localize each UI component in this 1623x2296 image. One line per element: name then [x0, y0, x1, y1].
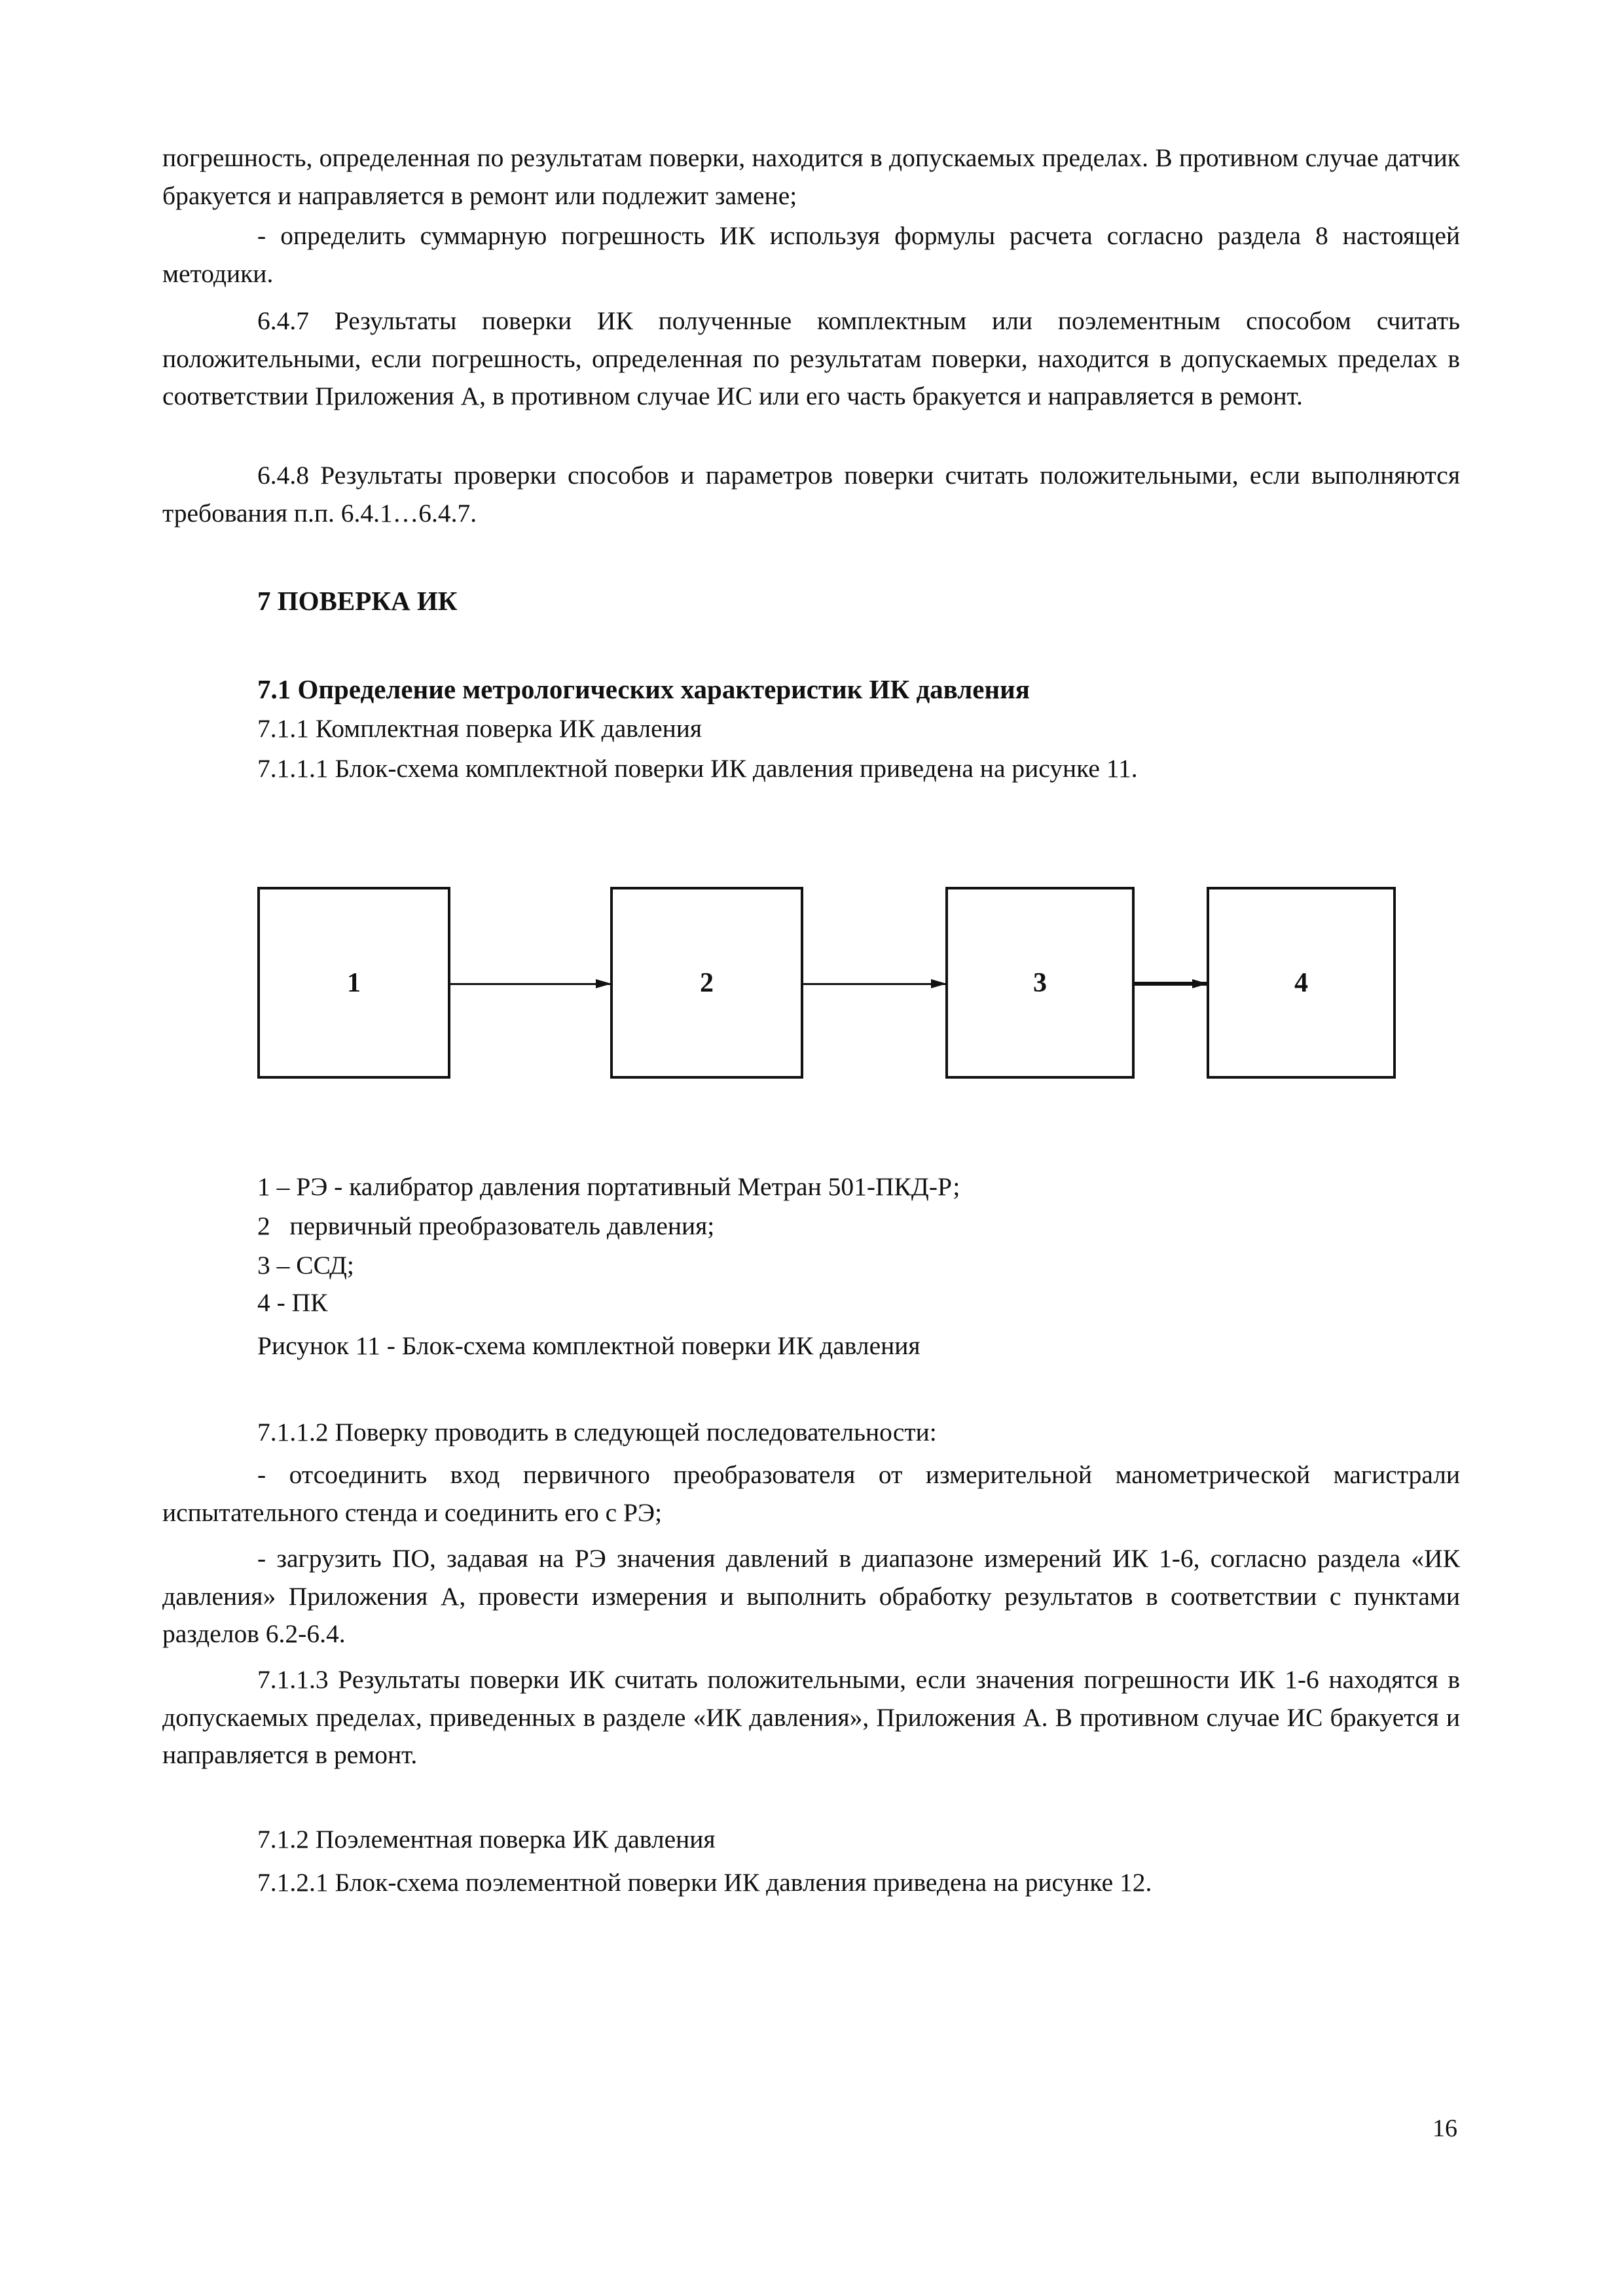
clause-7-1-1-1: 7.1.1.1 Блок-схема комплектной поверки ИК давления приведена на рисунке 11.	[257, 754, 1138, 783]
subsection-title: 7.1 Определение метрологических характеристик ИК давления	[257, 674, 1030, 704]
arrow-3-to-4	[1135, 982, 1207, 986]
block-4-label: 4	[1294, 967, 1308, 998]
diagram-block-3	[945, 887, 1135, 1079]
diagram-block-4	[1207, 887, 1396, 1079]
block-3-label: 3	[1033, 967, 1047, 998]
paragraph-6-4-8: 6.4.8 Результаты проверки способов и параметров поверки считать положительными, если выполняются требования п.п. 6.4.1…6.4.7.	[162, 461, 1460, 528]
clause-7-1-2: 7.1.2 Поэлементная поверка ИК давления	[257, 1825, 716, 1854]
legend-item-2: 2 первичный преобразователь давления;	[257, 1211, 715, 1240]
legend-item-1: 1 – РЭ - калибратор давления портативный Метран 501-ПКД-Р;	[257, 1172, 960, 1201]
paragraph-6-4-7: 6.4.7 Результаты поверки ИК полученные комплектным или поэлементным способом считать положительными, если погрешность, определенная по результатам поверки, находится в допускаемых пределах в соответствии Приложения А, в противном случае ИС или его часть бракуется и направляется в ремонт.	[162, 306, 1460, 410]
clause-7-1-1: 7.1.1 Комплектная поверка ИК давления	[257, 714, 702, 743]
arrow-2-to-3	[803, 983, 945, 985]
procedure-step-disconnect: - отсоединить вход первичного преобразователя от измерительной манометрической магистрали испытательного стенда и соединить его с РЭ;	[162, 1460, 1460, 1527]
paragraph-total-error: - определить суммарную погрешность ИК используя формулы расчета согласно раздела 8 настоящей методики.	[162, 221, 1460, 288]
block-2-label: 2	[700, 967, 714, 998]
legend-item-4: 4 - ПК	[257, 1288, 328, 1317]
clause-7-1-2-1: 7.1.2.1 Блок-схема поэлементной поверки ИК давления приведена на рисунке 12.	[257, 1868, 1152, 1897]
section-title: 7 ПОВЕРКА ИК	[257, 586, 458, 616]
clause-7-1-1-2: 7.1.1.2 Поверку проводить в следующей последовательности:	[257, 1418, 937, 1446]
arrow-1-to-2	[450, 983, 610, 985]
procedure-step-load-software: - загрузить ПО, задавая на РЭ значения давлений в диапазоне измерений ИК 1-6, согласно раздела «ИК давления» Приложения А, провести измерения и выполнить обработку результатов в соответствии с пунктами разделов 6.2-6.4.	[162, 1544, 1460, 1648]
figure-caption: Рисунок 11 - Блок-схема комплектной поверки ИК давления	[257, 1331, 921, 1360]
clause-7-1-1-3: 7.1.1.3 Результаты поверки ИК считать положительными, если значения погрешности ИК 1-6 находятся в допускаемых пределах, приведенных в разделе «ИК давления», Приложения А. В противном случае ИС бракуется и направляется в ремонт.	[162, 1665, 1460, 1769]
diagram-block-1	[257, 887, 450, 1079]
legend-item-3: 3 – ССД;	[257, 1251, 354, 1280]
page-number: 16	[1432, 2115, 1457, 2142]
block-1-label: 1	[347, 967, 361, 998]
diagram-block-2	[610, 887, 803, 1079]
paragraph-error-limits: погрешность, определенная по результатам поверки, находится в допускаемых пределах. В противном случае датчик бракуется и направляется в ремонт или подлежит замене;	[162, 143, 1460, 210]
